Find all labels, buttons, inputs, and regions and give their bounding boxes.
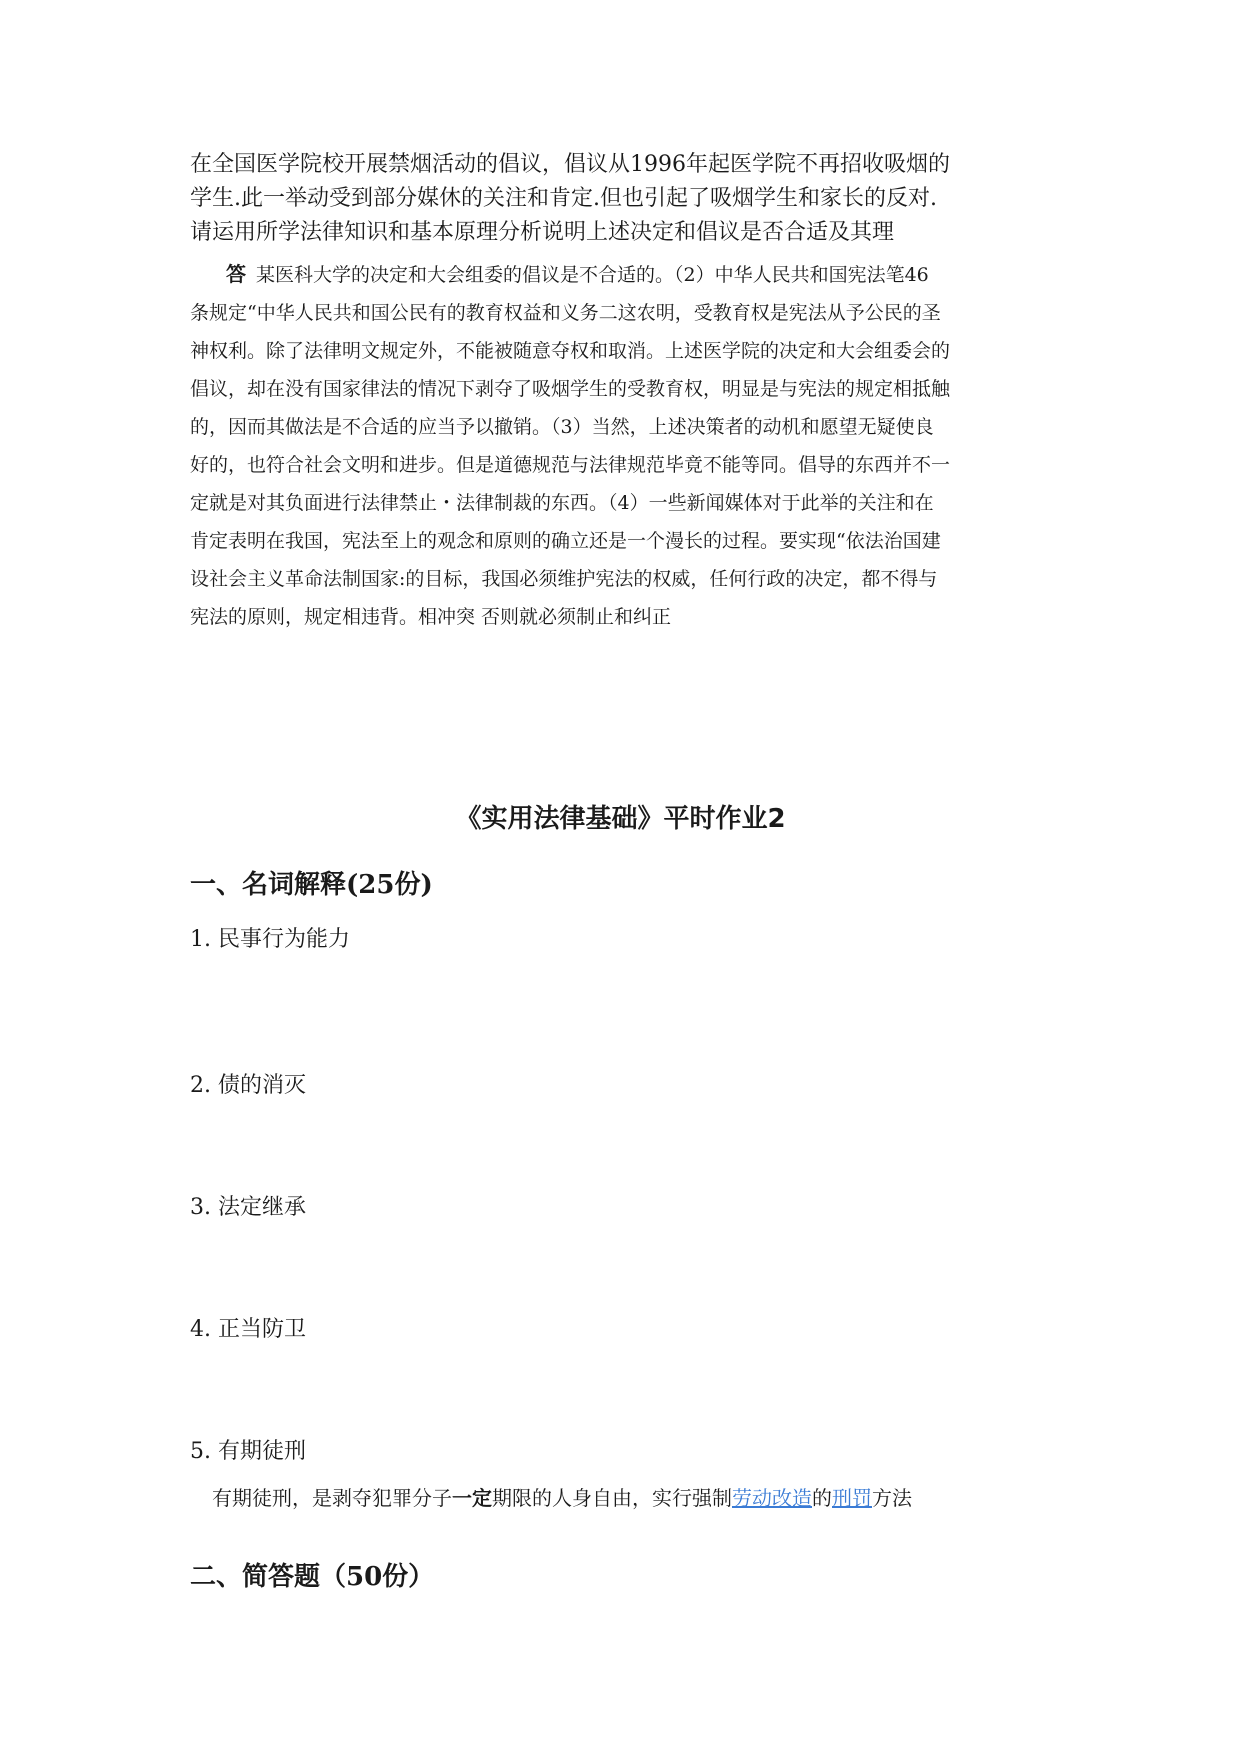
term-item: 4. 正当防卫 (190, 1317, 306, 1342)
link-labor-reform[interactable]: 劳动改造 (732, 1486, 812, 1510)
answer-line: 神权利。除了法律明文规定外，不能被随意夺权和取消。上述医学院的决定和大会组委会的 (190, 340, 951, 362)
question-intro (190, 148, 1070, 250)
section-1-heading: 一、名词解释(25份) (190, 870, 433, 900)
definition-text: 方法 (872, 1486, 912, 1510)
section-2-heading: 二、简答题（50份） (190, 1562, 435, 1592)
link-penalty[interactable]: 刑罚 (832, 1486, 872, 1510)
answer-line: 肯定表明在我国，宪法至上的观念和原则的确立还是一个漫长的过程。要实现“依法治国建 (190, 530, 941, 552)
answer-line: 倡议，却在没有国家律法的情况下剥夺了吸烟学生的受教育权，明显是与宪法的规定相抵触 (190, 378, 951, 400)
answer-line: 条规定“中华人民共和国公民有的教育权益和义务二这农明，受教育权是宪法从予公民的圣 (190, 302, 941, 324)
term-item: 2. 债的消灭 (190, 1073, 306, 1098)
term-item: 5. 有期徒刑 (190, 1439, 306, 1464)
answer-line: 好的，也符合社会文明和进步。但是道德规范与法律规范毕竟不能等同。倡导的东西并不一 (190, 454, 951, 476)
answer-line: 的，因而其做法是不合适的应当予以撤销。（3）当然，上述决策者的动机和愿望无疑使良 (190, 416, 934, 438)
definition-text: 期限的人身自由，实行强制 (492, 1486, 732, 1510)
answer-line: 某医科大学的决定和大会组委的倡议是不合适的。（2）中华人民共和国宪法笔46 (256, 264, 929, 286)
term-item: 3. 法定继承 (190, 1195, 306, 1220)
term-item: 1. 民事行为能力 (190, 927, 350, 952)
answer-paragraph (190, 255, 1070, 636)
assignment-title: 《实用法律基础》平时作业2 (455, 804, 786, 834)
answer-lead: 答 (226, 262, 246, 286)
answer-line: 宪法的原则，规定相违背。相冲突 否则就必须制止和纠正 (190, 606, 672, 628)
answer-line: 设社会主义革命法制国家:的目标，我国必须维护宪法的权威，任何行政的决定，都不得与 (190, 568, 938, 590)
intro-line: 在全国医学院校开展禁烟活动的倡议，倡议从1996年起医学院不再招收吸烟的 (190, 152, 950, 177)
definition-text: 有期徒刑，是剥夺犯罪分子 (212, 1486, 452, 1510)
intro-line: 请运用所学法律知识和基本原理分析说明上述决定和倡议是否合适及其理 (190, 220, 895, 245)
term-5-definition (212, 1482, 912, 1511)
definition-text: 的 (812, 1486, 832, 1510)
answer-first-line (190, 255, 1070, 294)
intro-line: 学生.此一举动受到部分媒休的关注和肯定.但也引起了吸烟学生和家长的反对. (190, 186, 937, 211)
definition-bold-text: 一定 (452, 1486, 492, 1510)
answer-line: 定就是对其负面进行法律禁止・法律制裁的东西。（4）一些新闻媒体对于此举的关注和在 (190, 492, 934, 514)
